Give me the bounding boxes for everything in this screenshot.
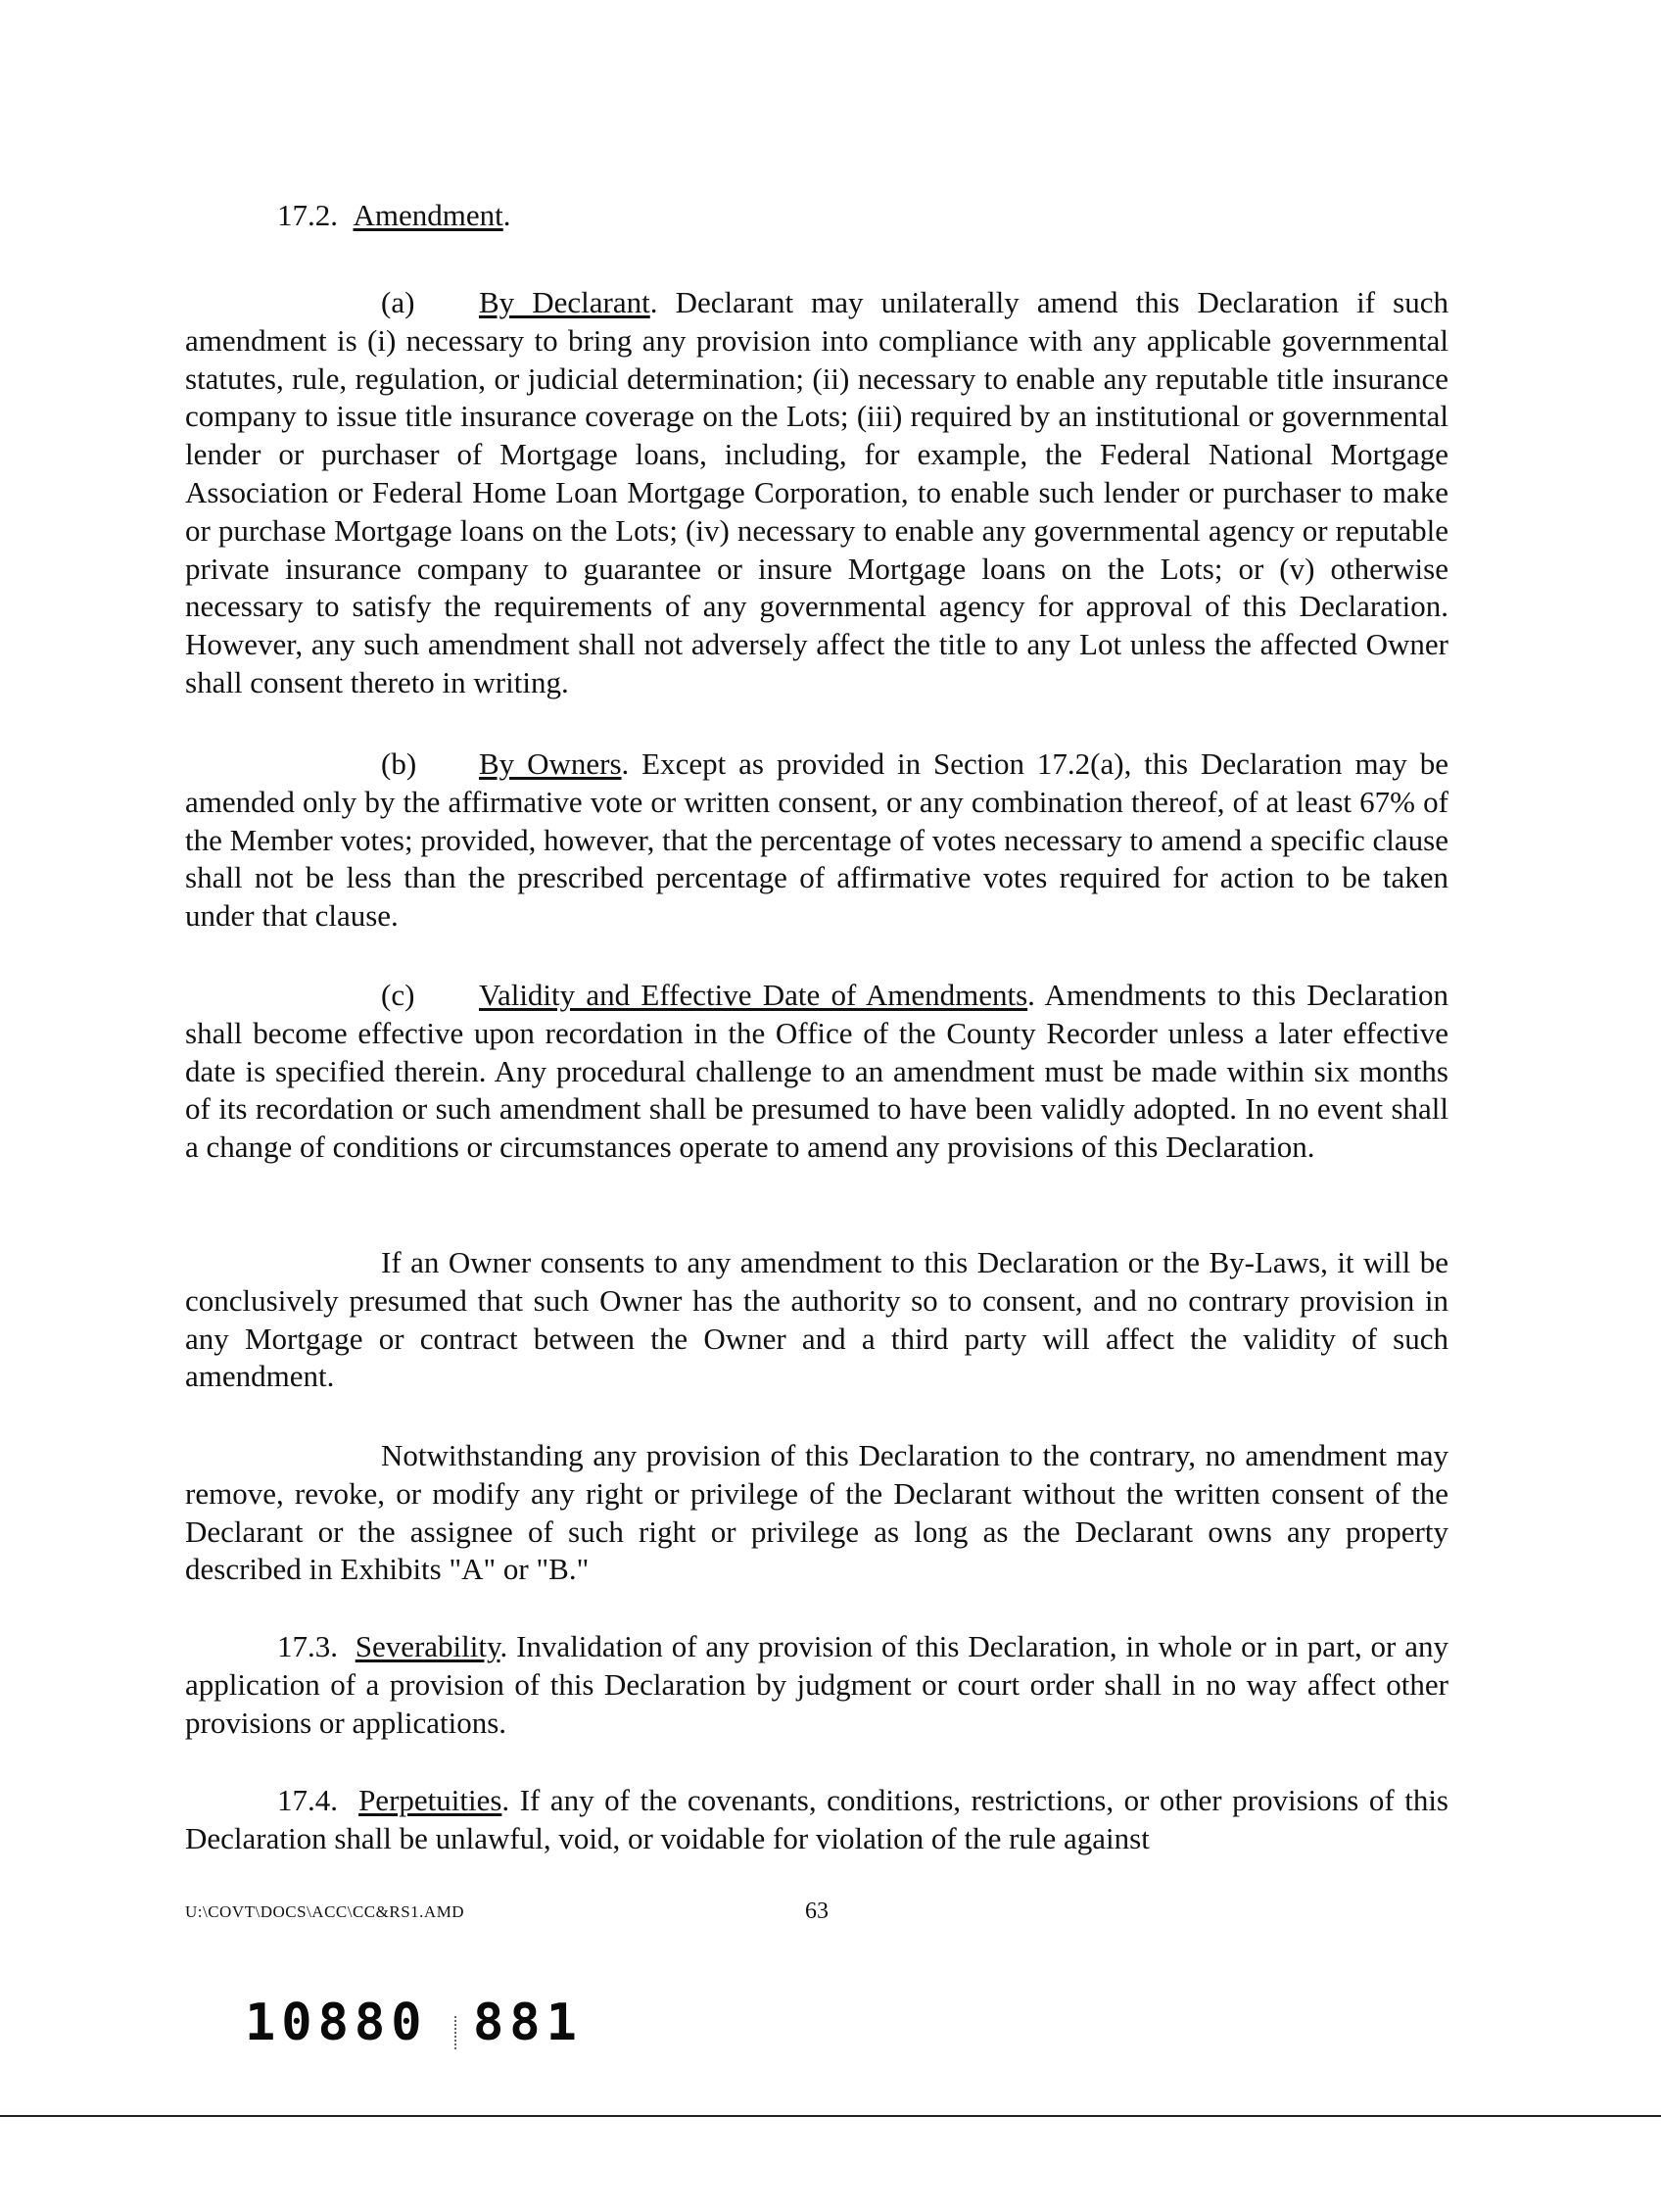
section-17-2-heading <box>277 196 511 235</box>
section-number: 17.3. <box>277 1629 338 1663</box>
section-17-4 <box>185 1782 1448 1858</box>
section-body: . Invalidation of any provision of this Declaration, in whole or in part, or any application of a provision of this Declaration by judgment or court order shall in no way affect other provisions or applications. <box>185 1629 1448 1740</box>
paragraph-body: Notwithstanding any provision of this Declaration to the contrary, no amendment may remove, revoke, or modify any right or privilege of the Declarant without the written consent of the Declarant or the assignee of such right or privilege as long as the Declarant owns any property described in Exhibits "A" or "B." <box>185 1438 1448 1587</box>
bottom-rule <box>0 2115 1661 2117</box>
recording-stamp-page: 881 <box>473 1994 583 2052</box>
paragraph-owner-consent <box>185 1244 1448 1396</box>
section-number: 17.4. <box>277 1783 338 1817</box>
section-number: 17.2. <box>277 198 338 232</box>
paragraph-notwithstanding <box>185 1437 1448 1589</box>
paragraph-body: . Amendments to this Declaration shall become effective upon recordation in the Office of the County Recorder unless a later effective date is specified therein. Any procedural challenge to an amendment must be made within six months of its recordation or such amendment shall be presumed to have been validly adopted. In no event shall a change of conditions or circumstances operate to amend any provisions of this Declaration. <box>185 978 1448 1165</box>
paragraph-title: By Declarant <box>479 285 650 319</box>
section-title: Severability <box>355 1629 500 1663</box>
paragraph-label: (b) <box>381 746 417 781</box>
paragraph-title: Validity and Effective Date of Amendments <box>479 978 1028 1012</box>
paragraph-label: (c) <box>381 978 415 1012</box>
paragraph-label: (a) <box>381 285 415 319</box>
paragraph-title: By Owners <box>479 746 622 781</box>
section-body: . If any of the covenants, conditions, restrictions, or other provisions of this Declaration shall be unlawful, void, or voidable for violation of the rule against <box>185 1783 1448 1855</box>
paragraph-a <box>185 284 1448 702</box>
section-title: Perpetuities <box>358 1783 502 1817</box>
paragraph-b <box>185 745 1448 936</box>
paragraph-body: If an Owner consents to any amendment to this Declaration or the By-Laws, it will be conclusively presumed that such Owner has the authority so to consent, and no contrary provision in any Mortgage or contract between the Owner and a third party will affect the validity of such amendment. <box>185 1245 1448 1394</box>
section-title: Amendment <box>353 198 503 232</box>
recording-stamp-book: 10880 <box>245 1994 428 2052</box>
stamp-separator-mark <box>454 2016 458 2049</box>
footer-page-number: 63 <box>805 1899 829 1924</box>
footer-file-path: U:\COVT\DOCS\ACC\CC&RS1.AMD <box>185 1902 465 1921</box>
paragraph-body: . Declarant may unilaterally amend this Declaration if such amendment is (i) necessary to bring any provision into compliance with any applicable governmental statutes, rule, regulation, or judicial determination; (ii) necessary to enable any reputable title insurance company to issue title insurance coverage on the Lots; (iii) required by an institutional or governmental lender or purchaser of Mortgage loans, including, for example, the Federal National Mortgage Association or Federal Home Loan Mortgage Corporation, to enable such lender or purchaser to make or purchase Mortgage loans on the Lots; (iv) necessary to enable any governmental agency or reputable private insurance company to guarantee or insure Mortgage loans on the Lots; or (v) otherwise necessary to satisfy the requirements of any governmental agency for approval of this Declaration. However, any such amendment shall not adversely affect the title to any Lot unless the affected Owner shall consent thereto in writing. <box>185 285 1448 699</box>
section-17-3 <box>185 1628 1448 1742</box>
paragraph-c <box>185 977 1448 1167</box>
section-title-suffix: . <box>502 198 511 232</box>
paragraph-body: . Except as provided in Section 17.2(a), this Declaration may be amended only by the affirmative vote or written consent, or any combination thereof, of at least 67% of the Member votes; provided, however, that the percentage of votes necessary to amend a specific clause shall not be less than the prescribed percentage of affirmative votes required for action to be taken under that clause. <box>185 746 1448 934</box>
